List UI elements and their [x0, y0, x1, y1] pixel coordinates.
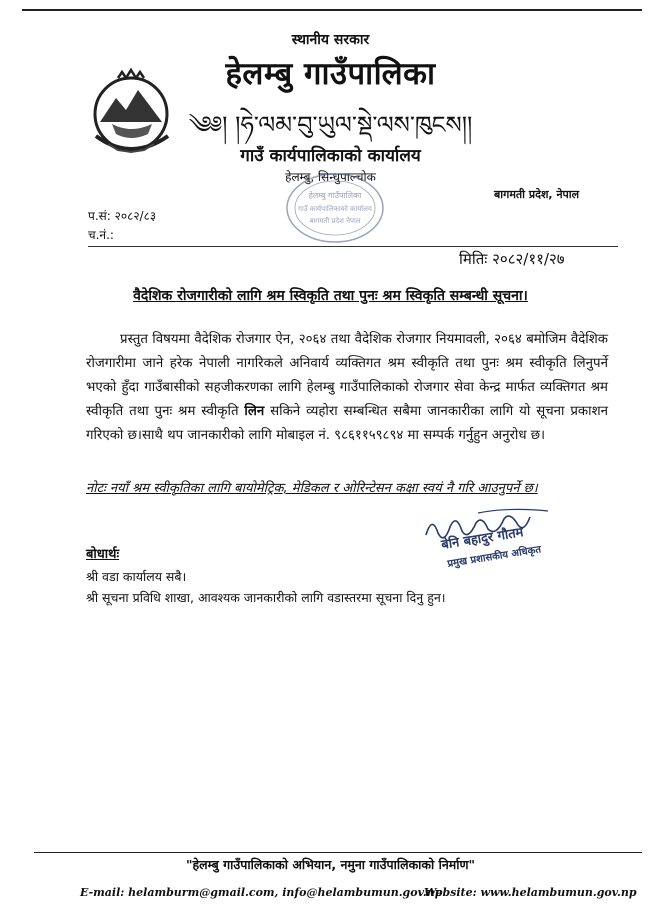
- stamp-line-1: हेलम्बु गाउँपालिका: [308, 191, 362, 200]
- stamp-line-3: बागमती प्रदेश नेपाल: [309, 217, 361, 225]
- body-part-2: सकिने व्यहोरा सम्बन्धित सबैमा जानकारीका लागि यो सूचना प्रकाशन गरिएको छ।साथै थप जानकारीको लागि मोबाइल नं. ९८६११५९८९४ मा सम्पर्क गर्नुहुन अनुरोध छ।: [86, 404, 608, 443]
- dispatch-number: च.नं.:: [88, 228, 114, 242]
- cc-item: श्री वडा कार्यालय सबै।: [86, 569, 187, 584]
- footer-email: E-mail: helamburm@gmail.com, info@helambumun.gov.np: [80, 886, 443, 899]
- province-label: बागमती प्रदेश, नेपाल: [494, 188, 580, 201]
- office-address: हेलम्बु, सिन्धुपाल्चोक: [285, 170, 376, 184]
- notice-subject: वैदेशिक रोजगारीको लागि श्रम स्विकृति तथा पुनः श्रम स्विकृति सम्बन्धी सूचना।: [133, 288, 528, 304]
- notice-date: मितिः २०८२/११/२७: [459, 250, 565, 268]
- footer-slogan: "हेलम्बु गाउँपालिकाको अभियान, नमुना गाउँपालिकाको निर्माण": [185, 857, 476, 872]
- municipality-name: हेलम्बु गाउँपालिका: [225, 56, 436, 92]
- body-bold-word: लिन: [244, 404, 265, 419]
- letter-number: प.सं: २०८२/८३: [88, 209, 157, 223]
- municipality-name-tibetan: ༄༅། །ཧེ་ལམ་བུ་ཡུལ་སྡེ་ལས་ཁུངས།།: [188, 111, 473, 139]
- date-divider: [88, 246, 618, 247]
- cc-heading: बोधार्थः: [86, 547, 120, 562]
- footer-website: Website: www.helambumun.gov.np: [424, 886, 637, 899]
- notice-note: नोटः नयाँ श्रम स्वीकृतिका लागि बायोमेट्रिक, मेडिकल र ओरिन्टेसन कक्षा स्वयं नै गरि आउनुपर्ने छ।: [86, 481, 538, 496]
- footer-divider: [34, 852, 642, 853]
- stamp-line-2: गाउँ कार्यपालिकाको कार्यालय: [298, 205, 372, 213]
- signatory-title: प्रमुख प्रशासकीय अधिकृत: [446, 544, 542, 570]
- notice-body: [86, 328, 608, 448]
- government-label: स्थानीय सरकार: [291, 32, 370, 48]
- top-border-line: [22, 9, 642, 11]
- signature-block: [418, 505, 618, 575]
- cc-list: [86, 566, 446, 608]
- signatory-name: बेनि बहादुर गौतम: [440, 525, 525, 553]
- body-part-1: प्रस्तुत विषयमा वैदेशिक रोजगार ऐन, २०६४ तथा वैदेशिक रोजगार नियमावली, २०६४ बमोजिम वैदेशिक रोजगारीमा जाने हरेक नेपाली नागरिकले अनिवार्य व्यक्तिगत श्रम स्वीकृति तथा पुनः श्रम स्वीकृति लिनुपर्ने भएको हुँदा गाउँबासीको सहजीकरणका लागि हेलम्बु गाउँपालिकाको रोजगार सेवा केन्द्र मार्फत व्यक्तिगत श्रम स्वीकृति तथा पुनः श्रम स्वीकृति: [86, 332, 608, 419]
- reference-block: [88, 207, 156, 245]
- office-stamp: [280, 168, 390, 248]
- office-name: गाउँ कार्यपालिकाको कार्यालय: [240, 146, 421, 166]
- cc-item: श्री सूचना प्रविधि शाखा, आवश्यक जानकारीको लागि वडास्तरमा सूचना दिनु हुन।: [86, 590, 446, 605]
